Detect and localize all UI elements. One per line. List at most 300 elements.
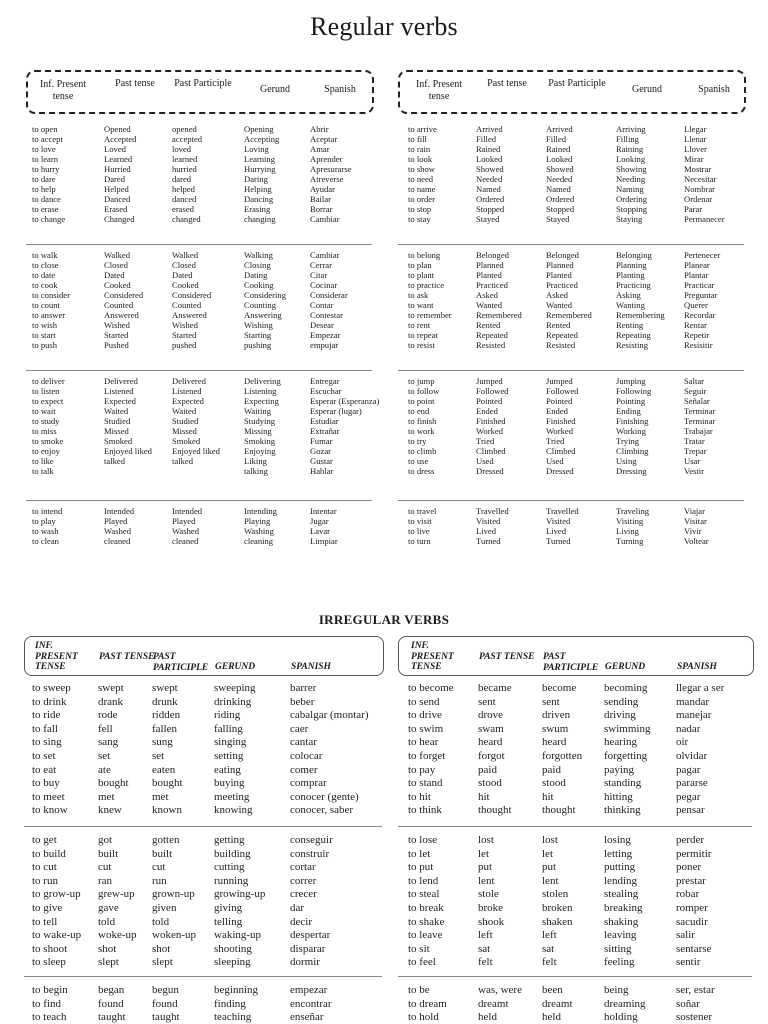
cell-infinitive: to plan xyxy=(408,260,432,270)
table-row xyxy=(398,184,746,194)
cell-gerund: teaching xyxy=(214,1011,252,1024)
cell-past-participle: Walked xyxy=(172,250,199,260)
cell-past-participle: sung xyxy=(152,736,173,749)
header-infinitive: Inf. Present tense xyxy=(39,79,87,102)
cell-gerund: sweeping xyxy=(214,682,256,694)
cell-past-tense: drove xyxy=(478,709,504,722)
cell-gerund: Missing xyxy=(244,426,272,436)
cell-past-participle: Wished xyxy=(172,320,198,330)
cell-past-participle: become xyxy=(542,682,577,694)
cell-infinitive: to consider xyxy=(32,290,70,300)
cell-infinitive: to tell xyxy=(32,915,58,928)
cell-gerund: letting xyxy=(604,847,633,860)
cell-spanish: decir xyxy=(290,915,312,928)
cell-infinitive: to fall xyxy=(32,722,58,735)
table-row xyxy=(398,1011,754,1024)
cell-past-tense: Missed xyxy=(104,426,129,436)
cell-spanish: Aprender xyxy=(310,154,343,164)
table-row xyxy=(398,204,746,214)
cell-spanish: construir xyxy=(290,847,330,860)
table-row xyxy=(26,386,374,396)
cell-infinitive: to think xyxy=(408,804,442,817)
cell-gerund: Liking xyxy=(244,456,267,466)
table-header xyxy=(24,636,384,676)
cell-past-tense: Walked xyxy=(104,250,131,260)
cell-past-participle: Turned xyxy=(546,536,571,546)
header-past-participle: Past Participle xyxy=(174,78,232,89)
cell-gerund: swimming xyxy=(604,722,651,735)
cell-past-tense: shot xyxy=(98,942,117,955)
cell-spanish: beber xyxy=(290,695,315,708)
table-row xyxy=(398,164,746,174)
cell-gerund: standing xyxy=(604,777,642,790)
cell-past-participle: broken xyxy=(542,902,573,914)
table-row xyxy=(398,536,746,546)
table-row xyxy=(398,426,746,436)
cell-past-participle: begun xyxy=(152,984,179,996)
cell-infinitive: to remember xyxy=(408,310,452,320)
cell-gerund: losing xyxy=(604,834,631,846)
cell-gerund: Helping xyxy=(244,184,272,194)
cell-past-participle: driven xyxy=(542,709,571,722)
table-row xyxy=(398,848,754,861)
table-row xyxy=(398,310,746,320)
table-row xyxy=(24,943,386,956)
cell-infinitive: to look xyxy=(408,154,433,164)
cell-infinitive: to use xyxy=(408,456,429,466)
cell-spanish: Fumar xyxy=(310,436,333,446)
cell-spanish: Preguntar xyxy=(684,290,718,300)
cell-infinitive: to sing xyxy=(32,736,62,749)
table-row xyxy=(26,270,374,280)
table-row xyxy=(398,250,746,260)
cell-past-participle: danced xyxy=(172,194,197,204)
cell-infinitive: to stand xyxy=(408,777,443,790)
cell-gerund: Renting xyxy=(616,320,644,330)
cell-past-tense: knew xyxy=(98,804,122,817)
cell-infinitive: to work xyxy=(408,426,435,436)
cell-infinitive: to wash xyxy=(32,526,59,536)
cell-gerund: Waiting xyxy=(244,406,271,416)
cell-gerund: Stopping xyxy=(616,204,648,214)
cell-infinitive: to wait xyxy=(32,406,56,416)
cell-past-participle: built xyxy=(152,847,173,860)
header-past-tense: PAST TENSE xyxy=(479,652,535,662)
cell-past-tense: Opened xyxy=(104,124,131,134)
cell-infinitive: to climb xyxy=(408,446,437,456)
cell-past-participle: stood xyxy=(542,777,566,790)
cell-infinitive: to date xyxy=(32,270,56,280)
cell-gerund: Belonging xyxy=(616,250,652,260)
cell-spanish: dormir xyxy=(290,956,320,969)
cell-spanish: perder xyxy=(676,834,705,846)
cell-gerund: Turning xyxy=(616,536,644,546)
table-row xyxy=(26,426,374,436)
cell-spanish: comprar xyxy=(290,777,327,790)
cell-gerund: waking-up xyxy=(214,929,262,942)
cell-past-tense: Followed xyxy=(476,386,509,396)
table-row xyxy=(26,174,374,184)
cell-gerund: Needing xyxy=(616,174,646,184)
cell-past-tense: sent xyxy=(478,695,496,708)
cell-infinitive: to meet xyxy=(32,790,65,803)
cell-gerund: Answering xyxy=(244,310,282,320)
cell-past-participle: erased xyxy=(172,204,194,214)
cell-infinitive: to rent xyxy=(408,320,431,330)
cell-spanish: Intentar xyxy=(310,506,337,516)
cell-spanish: prestar xyxy=(676,874,706,887)
cell-infinitive: to practice xyxy=(408,280,445,290)
header-infinitive: Inf. Present tense xyxy=(415,79,463,102)
cell-infinitive: to repeat xyxy=(408,330,438,340)
cell-spanish: mandar xyxy=(676,695,709,708)
cell-gerund: beginning xyxy=(214,984,258,996)
cell-past-participle: Filled xyxy=(546,134,567,144)
cell-past-tense: forgot xyxy=(478,750,505,762)
table-header xyxy=(398,636,754,676)
cell-past-participle: Played xyxy=(172,516,196,526)
cell-past-participle: Dressed xyxy=(546,466,574,476)
cell-spanish: Lavar xyxy=(310,526,331,536)
cell-gerund: buying xyxy=(214,777,245,790)
cell-past-participle: Closed xyxy=(172,260,196,270)
table-row xyxy=(26,154,374,164)
cell-infinitive: to swim xyxy=(408,722,444,735)
cell-gerund: falling xyxy=(214,722,243,735)
cell-past-tense: Danced xyxy=(104,194,131,204)
cell-past-participle: Travelled xyxy=(546,506,579,516)
cell-past-tense: Finished xyxy=(476,416,506,426)
cell-past-participle: swept xyxy=(152,682,178,694)
cell-past-participle: Repeated xyxy=(546,330,578,340)
cell-past-participle: Ended xyxy=(546,406,568,416)
cell-past-tense: paid xyxy=(478,763,497,776)
cell-past-tense: Ordered xyxy=(476,194,505,204)
cell-spanish: Ordenar xyxy=(684,194,713,204)
cell-past-tense: Visited xyxy=(476,516,501,526)
table-row xyxy=(398,861,754,874)
cell-past-participle: Finished xyxy=(546,416,576,426)
cell-past-tense: cleaned xyxy=(104,536,131,546)
cell-infinitive: to put xyxy=(408,861,434,874)
cell-gerund: breaking xyxy=(604,902,643,914)
cell-past-tense: Resisted xyxy=(476,340,506,350)
cell-gerund: becoming xyxy=(604,682,648,694)
cell-gerund: sitting xyxy=(604,942,632,955)
cell-gerund: Expecting xyxy=(244,396,279,406)
cell-past-tense: Pushed xyxy=(104,340,129,350)
cell-past-participle: Cooked xyxy=(172,280,199,290)
cell-past-tense: Learned xyxy=(104,154,133,164)
cell-past-participle: given xyxy=(152,902,177,914)
cell-past-tense: Changed xyxy=(104,214,135,224)
cell-past-participle: Stopped xyxy=(546,204,575,214)
cell-past-participle: cleaned xyxy=(172,536,199,546)
cell-spanish: Amar xyxy=(310,144,330,154)
cell-past-participle: Answered xyxy=(172,310,207,320)
cell-infinitive: to learn xyxy=(32,154,59,164)
table-row xyxy=(398,875,754,888)
cell-spanish: llegar a ser xyxy=(676,682,725,694)
cell-infinitive: to travel xyxy=(408,506,437,516)
cell-spanish: cantar xyxy=(290,736,317,749)
cell-gerund: Practicing xyxy=(616,280,651,290)
cell-past-tense: Intended xyxy=(104,506,135,516)
cell-past-tense: gave xyxy=(98,902,119,914)
cell-past-participle: Smoked xyxy=(172,436,201,446)
table-row xyxy=(24,875,386,888)
cell-gerund: Delivering xyxy=(244,376,281,386)
cell-gerund: Playing xyxy=(244,516,271,526)
cell-spanish: barrer xyxy=(290,682,317,694)
table-row xyxy=(398,984,754,997)
cell-past-tense: became xyxy=(478,682,512,694)
cell-past-tense: Turned xyxy=(476,536,501,546)
table-row xyxy=(26,194,374,204)
cell-gerund: cleaning xyxy=(244,536,274,546)
cell-past-participle: Considered xyxy=(172,290,212,300)
cell-spanish: Nombrar xyxy=(684,184,716,194)
cell-spanish: despertar xyxy=(290,929,331,942)
cell-gerund: Cooking xyxy=(244,280,274,290)
cell-infinitive: to end xyxy=(408,406,430,416)
cell-spanish: sostener xyxy=(676,1011,713,1024)
cell-infinitive: to drive xyxy=(408,709,442,722)
cell-spanish: Citar xyxy=(310,270,328,280)
cell-past-participle: Rented xyxy=(546,320,571,330)
cell-spanish: Bailar xyxy=(310,194,331,204)
cell-gerund: finding xyxy=(214,997,246,1010)
table-row xyxy=(398,386,746,396)
cell-past-participle: taught xyxy=(152,1011,180,1024)
cell-past-participle: Missed xyxy=(172,426,197,436)
cell-infinitive: to talk xyxy=(32,466,54,476)
header-gerund: Gerund xyxy=(632,84,662,95)
cell-past-participle: hurried xyxy=(172,164,197,174)
table-row xyxy=(24,916,386,929)
cell-past-tense: held xyxy=(478,1011,497,1024)
cell-spanish: cortar xyxy=(290,861,316,874)
cell-past-tense: Stayed xyxy=(476,214,500,224)
cell-gerund: lending xyxy=(604,874,637,887)
regular-verbs-right-table xyxy=(398,70,746,560)
cell-past-participle: Climbed xyxy=(546,446,576,456)
cell-spanish: Llover xyxy=(684,144,707,154)
table-row xyxy=(398,804,754,817)
cell-infinitive: to buy xyxy=(32,777,60,790)
cell-infinitive: to smoke xyxy=(32,436,64,446)
cell-past-participle: Wanted xyxy=(546,300,573,310)
cell-past-tense: heard xyxy=(478,736,503,749)
cell-gerund: eating xyxy=(214,763,241,776)
cell-spanish: Estudiar xyxy=(310,416,339,426)
cell-gerund: Opening xyxy=(244,124,274,134)
table-row xyxy=(398,300,746,310)
cell-past-tense: Climbed xyxy=(476,446,506,456)
cell-infinitive: to stop xyxy=(408,204,432,214)
cell-past-tense: Wished xyxy=(104,320,130,330)
cell-past-participle: heard xyxy=(542,736,567,749)
cell-past-tense: Planned xyxy=(476,260,504,270)
cell-past-tense: Stopped xyxy=(476,204,505,214)
cell-past-tense: Looked xyxy=(476,154,503,164)
cell-gerund: running xyxy=(214,874,249,887)
cell-spanish: Recordar xyxy=(684,310,716,320)
cell-past-participle: loved xyxy=(172,144,192,154)
cell-spanish: permitir xyxy=(676,847,712,860)
cell-gerund: Remembering xyxy=(616,310,665,320)
cell-spanish: manejar xyxy=(676,709,712,722)
cell-past-tense: slept xyxy=(98,956,119,969)
table-row xyxy=(398,516,746,526)
cell-gerund: Hurrying xyxy=(244,164,276,174)
table-row xyxy=(398,456,746,466)
cell-spanish: Esperar (Esperanza) xyxy=(310,396,380,406)
cell-past-participle: Washed xyxy=(172,526,199,536)
cell-past-tense: Smoked xyxy=(104,436,133,446)
cell-infinitive: to sit xyxy=(408,942,430,955)
table-row xyxy=(398,696,754,709)
cell-past-participle: Followed xyxy=(546,386,579,396)
table-header xyxy=(26,70,374,114)
cell-past-tense: Dressed xyxy=(476,466,504,476)
cell-infinitive: to help xyxy=(32,184,56,194)
cell-spanish: Abrir xyxy=(310,124,329,134)
cell-infinitive: to break xyxy=(408,902,444,914)
cell-past-participle: sat xyxy=(542,942,555,955)
cell-past-participle: woken-up xyxy=(152,929,196,942)
table-row xyxy=(26,260,374,270)
cell-past-participle: bought xyxy=(152,777,183,790)
cell-infinitive: to resist xyxy=(408,340,435,350)
cell-gerund: Showing xyxy=(616,164,647,174)
cell-past-tense: Studied xyxy=(104,416,131,426)
cell-past-participle: forgotten xyxy=(542,750,583,762)
cell-spanish: Gozar xyxy=(310,446,331,456)
cell-spanish: Usar xyxy=(684,456,701,466)
cell-past-participle: Started xyxy=(172,330,197,340)
cell-spanish: Vestir xyxy=(684,466,705,476)
cell-gerund: setting xyxy=(214,750,244,762)
table-row xyxy=(26,330,374,340)
cell-spanish: sacudir xyxy=(676,915,708,928)
cell-infinitive: to fill xyxy=(408,134,427,144)
table-row xyxy=(26,144,374,154)
cell-gerund: Loving xyxy=(244,144,269,154)
cell-past-participle: thought xyxy=(542,804,576,817)
table-row xyxy=(26,436,374,446)
header-infinitive: INF. PRESENT TENSE xyxy=(411,641,454,672)
cell-past-tense: hit xyxy=(478,790,490,803)
cell-past-participle: Listened xyxy=(172,386,202,396)
cell-past-tense: Ended xyxy=(476,406,498,416)
cell-infinitive: to dance xyxy=(32,194,61,204)
table-row xyxy=(26,376,374,386)
cell-spanish: empezar xyxy=(290,984,328,996)
table-row xyxy=(26,300,374,310)
cell-past-tense: shook xyxy=(478,915,505,928)
cell-past-participle: run xyxy=(152,874,167,887)
cell-past-tense: taught xyxy=(98,1011,126,1024)
table-row xyxy=(398,888,754,901)
header-gerund: GERUND xyxy=(605,662,646,672)
table-row xyxy=(26,290,374,300)
cell-infinitive: to deliver xyxy=(32,376,65,386)
cell-gerund: Using xyxy=(616,456,637,466)
table-row xyxy=(398,194,746,204)
cell-past-participle: Asked xyxy=(546,290,568,300)
cell-gerund: Working xyxy=(616,426,646,436)
cell-spanish: conocer (gente) xyxy=(290,790,359,803)
cell-spanish: olvidar xyxy=(676,750,708,762)
cell-gerund: Accepting xyxy=(244,134,280,144)
cell-infinitive: to name xyxy=(408,184,436,194)
table-row xyxy=(26,456,374,466)
cell-gerund: Daring xyxy=(244,174,268,184)
group-divider xyxy=(398,826,752,827)
table-header xyxy=(398,70,746,114)
cell-past-participle: Ordered xyxy=(546,194,575,204)
cell-past-tense: Asked xyxy=(476,290,498,300)
table-row xyxy=(24,804,386,817)
cell-past-tense: Hurried xyxy=(104,164,131,174)
cell-spanish: caer xyxy=(290,722,309,735)
cell-past-participle: pushed xyxy=(172,340,197,350)
cell-spanish: Empezar xyxy=(310,330,341,340)
cell-infinitive: to sleep xyxy=(32,956,66,969)
cell-spanish: Mirar xyxy=(684,154,704,164)
cell-past-tense: swam xyxy=(478,722,504,735)
table-row xyxy=(26,164,374,174)
cell-past-tense: ran xyxy=(98,874,113,887)
cell-infinitive: to study xyxy=(32,416,60,426)
cell-past-tense: thought xyxy=(478,804,512,817)
cell-gerund: growing-up xyxy=(214,888,266,901)
cell-infinitive: to count xyxy=(32,300,60,310)
cell-past-participle: Belonged xyxy=(546,250,579,260)
cell-past-tense: Repeated xyxy=(476,330,508,340)
table-row xyxy=(24,696,386,709)
cell-gerund: being xyxy=(604,984,629,996)
header-infinitive: INF. PRESENT TENSE xyxy=(35,641,78,672)
cell-gerund: leaving xyxy=(604,929,637,942)
cell-spanish: Llenar xyxy=(684,134,707,144)
cell-past-tense: ate xyxy=(98,763,111,776)
table-row xyxy=(398,406,746,416)
table-row xyxy=(398,777,754,790)
cell-past-participle: let xyxy=(542,847,553,860)
cell-spanish: Ayudar xyxy=(310,184,335,194)
table-row xyxy=(398,290,746,300)
cell-past-tense: Needed xyxy=(476,174,503,184)
cell-past-tense: let xyxy=(478,847,489,860)
cell-infinitive: to start xyxy=(32,330,56,340)
cell-infinitive: to show xyxy=(408,164,435,174)
cell-past-participle: found xyxy=(152,997,178,1010)
table-row xyxy=(24,777,386,790)
cell-infinitive: to love xyxy=(32,144,56,154)
cell-past-tense: Used xyxy=(476,456,494,466)
cell-past-tense: lost xyxy=(478,834,494,846)
cell-infinitive: to dare xyxy=(32,174,56,184)
cell-infinitive: to feel xyxy=(408,956,436,969)
cell-past-tense: Started xyxy=(104,330,129,340)
cell-gerund: Considering xyxy=(244,290,287,300)
table-row xyxy=(24,791,386,804)
group-divider xyxy=(24,976,382,977)
cell-gerund: Walking xyxy=(244,250,273,260)
cell-past-participle: met xyxy=(152,790,169,803)
